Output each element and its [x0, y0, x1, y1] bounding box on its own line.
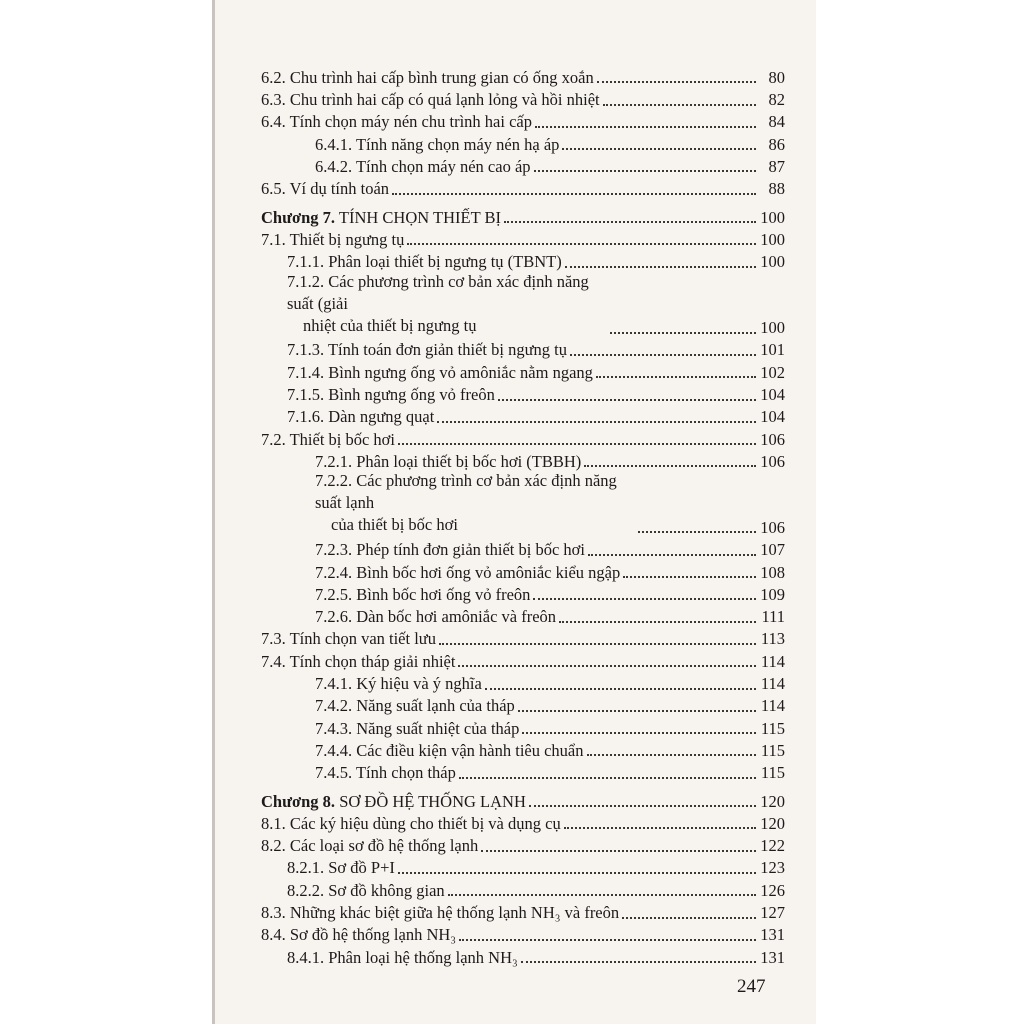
toc-page-number: 120 [760, 791, 785, 811]
toc-entry-row [261, 877, 785, 899]
toc-page-number: 100 [760, 318, 785, 338]
toc-page-number: 80 [768, 67, 785, 87]
dot-leader [518, 710, 756, 712]
toc-page-number: 126 [760, 880, 785, 900]
dot-leader [596, 376, 756, 378]
toc-page-number: 131 [760, 925, 785, 945]
toc-entry-row [261, 670, 785, 692]
toc-page-number: 127 [760, 903, 785, 922]
dot-leader [562, 148, 756, 150]
dot-leader [398, 443, 756, 445]
toc-page-number: 106 [760, 429, 785, 449]
dot-leader [398, 872, 756, 874]
toc-page-number: 123 [760, 858, 785, 878]
toc-page-number: 84 [768, 112, 785, 132]
toc-entry-label: 7.1.5. Bình ngưng ống vỏ freôn [287, 385, 495, 405]
dot-leader [623, 576, 756, 578]
toc-entry-row [261, 448, 785, 470]
toc-entry-label: 7.1.1. Phân loại thiết bị ngưng tụ (TBNT) [287, 252, 562, 272]
toc-entry-row [261, 715, 785, 737]
toc-entry-label: 7.2.5. Bình bốc hơi ống vỏ freôn [315, 584, 531, 604]
toc-entry-row [261, 922, 785, 944]
toc-entry-row [261, 109, 785, 131]
toc-entry-row [261, 153, 785, 175]
toc-page-number: 115 [760, 740, 785, 760]
dot-leader [533, 598, 756, 600]
toc-entry-label: 7.2.4. Bình bốc hơi ống vỏ amôniắc kiểu ngập [315, 562, 621, 582]
toc-page-number: 102 [760, 362, 785, 382]
toc-entry-row [261, 855, 785, 877]
toc-page-number: 100 [760, 229, 785, 249]
dot-leader [498, 399, 756, 401]
toc-page-number: 109 [760, 584, 785, 604]
toc-entry-row [261, 359, 785, 381]
toc-entry-label: 6.4.1. Tính năng chọn máy nén hạ áp [315, 134, 560, 154]
dot-leader [459, 939, 756, 941]
dot-leader [597, 81, 756, 83]
toc-entry-row [261, 832, 785, 854]
dot-leader [407, 243, 756, 245]
toc-entry-row [261, 86, 785, 108]
dot-leader [587, 754, 756, 756]
toc-entry-label [261, 207, 501, 227]
toc-entry-row [261, 426, 785, 448]
dot-leader [437, 421, 756, 423]
toc-page-number: 104 [760, 385, 785, 405]
toc-entry-row [261, 759, 785, 781]
dot-leader [485, 688, 756, 690]
dot-leader [610, 332, 756, 334]
toc-entry-label: 8.2.2. Sơ đồ không gian [287, 880, 445, 900]
toc-entry-row [261, 810, 785, 832]
toc-page-number: 115 [760, 718, 785, 738]
toc-entry-label: 7.4.4. Các điều kiện vận hành tiêu chuẩn [315, 740, 584, 760]
toc-page-number: 107 [760, 540, 785, 560]
toc-entry-label: 6.3. Chu trình hai cấp có quá lạnh lỏng và hồi nhiệt [261, 90, 600, 110]
toc-chapter-row [261, 788, 785, 810]
toc-entry-label: 7.1.6. Dàn ngưng quạt [287, 407, 435, 427]
scan-background [0, 0, 212, 1024]
toc-entry-label: 7.2.6. Dàn bốc hơi amôniắc và freôn [315, 607, 557, 627]
toc-page-number: 106 [760, 517, 785, 537]
toc-page-number: 120 [760, 813, 785, 833]
toc-page-number: 100 [760, 207, 785, 227]
toc-entry-row [261, 337, 785, 359]
page-number: 247 [737, 976, 766, 997]
dot-leader [522, 732, 756, 734]
toc-entry-label: 7.2.1. Phân loại thiết bị bốc hơi (TBBH) [315, 451, 582, 471]
toc-chapter-row [261, 204, 785, 226]
toc-entry-row [261, 899, 785, 921]
toc-entry-label: 8.1. Các ký hiệu dùng cho thiết bị và dụng cụ [261, 813, 561, 833]
toc-page-number: 82 [768, 90, 785, 110]
dot-leader [459, 777, 756, 779]
toc-entry-label: 7.1. Thiết bị ngưng tụ [261, 229, 405, 249]
toc-entry-label: 8.2. Các loại sơ đồ hệ thống lạnh [261, 836, 479, 856]
toc-entry-label: 6.5. Ví dụ tính toán [261, 179, 390, 199]
toc-entry-row [261, 944, 785, 966]
toc-entry-row [261, 271, 785, 337]
toc-entry-label: 7.2. Thiết bị bốc hơi [261, 429, 395, 449]
toc-entry-label: 8.3. Những khác biệt giữa hệ thống lạnh NH₃ và freôn [261, 903, 620, 922]
dot-leader [603, 104, 756, 106]
toc-page-number: 86 [768, 134, 785, 154]
toc-page-number: 111 [761, 607, 785, 627]
toc-entry-label: 6.2. Chu trình hai cấp bình trung gian có ống xoắn [261, 67, 594, 87]
toc-entry-label: 7.4.1. Ký hiệu và ý nghĩa [315, 674, 482, 694]
toc-page-number: 122 [760, 836, 785, 856]
toc-entry-row [261, 248, 785, 270]
chapter-number: Chương 8. [261, 791, 336, 811]
toc-entry-row [261, 648, 785, 670]
chapter-title: SƠ ĐỒ HỆ THỐNG LẠNH [339, 791, 526, 811]
dot-leader [622, 917, 756, 919]
book-page [212, 0, 816, 1024]
toc-entry-row [261, 131, 785, 153]
dot-leader [529, 805, 756, 807]
dot-leader [564, 827, 756, 829]
toc-page-number: 100 [760, 252, 785, 272]
dot-leader [584, 465, 756, 467]
dot-leader [638, 531, 756, 533]
toc-entry-row [261, 404, 785, 426]
toc-page-number: 113 [760, 629, 785, 649]
toc-page-number: 114 [760, 696, 785, 716]
toc-entry-label: 7.4.2. Năng suất lạnh của tháp [315, 696, 515, 716]
toc-entry-row [261, 581, 785, 603]
toc-entry-label [287, 271, 607, 337]
toc-page-number: 114 [760, 651, 785, 671]
toc-entry-row [261, 381, 785, 403]
toc-entry-label-line1: 7.1.2. Các phương trình cơ bản xác định năng suất (giải [287, 271, 589, 313]
dot-leader [504, 221, 756, 223]
toc-entry-label [315, 470, 635, 536]
toc-entry-label: 7.2.3. Phép tính đơn giản thiết bị bốc hơi [315, 540, 585, 560]
toc-entry-row [261, 626, 785, 648]
toc-entry-row [261, 226, 785, 248]
dot-leader [565, 266, 756, 268]
toc-page-number: 104 [760, 407, 785, 427]
toc-entry-label: 7.3. Tính chọn van tiết lưu [261, 629, 436, 649]
toc-entry-label: 6.4. Tính chọn máy nén chu trình hai cấp [261, 112, 532, 132]
toc-page-number: 101 [760, 340, 785, 360]
toc-page-number: 87 [768, 156, 785, 176]
toc-entry-row [261, 175, 785, 197]
dot-leader [458, 665, 756, 667]
chapter-title: TÍNH CHỌN THIẾT BỊ [338, 207, 501, 227]
dot-leader [481, 850, 756, 852]
toc-entry-row [261, 559, 785, 581]
chapter-number: Chương 7. [261, 207, 336, 227]
toc-entry-row [261, 470, 785, 536]
dot-leader [535, 126, 756, 128]
toc-entry-label [261, 791, 526, 811]
toc-entry-label: 7.4.3. Năng suất nhiệt của tháp [315, 718, 520, 738]
toc-entry-label: 8.4. Sơ đồ hệ thống lạnh NH₃ [261, 925, 457, 945]
toc-entry-label-line2: của thiết bị bốc hơi [331, 515, 458, 535]
toc-entry-label-line1: 7.2.2. Các phương trình cơ bản xác định năng suất lạnh [315, 471, 617, 513]
toc-entry-row [261, 693, 785, 715]
dot-leader [439, 643, 756, 645]
toc-entry-label: 7.1.3. Tính toán đơn giản thiết bị ngưng tụ [287, 340, 567, 360]
dot-leader [559, 621, 756, 623]
dot-leader [534, 170, 756, 172]
dot-leader [570, 354, 756, 356]
toc-entry-label-line2: nhiệt của thiết bị ngưng tụ [303, 315, 477, 335]
dot-leader [448, 894, 756, 896]
toc-page-number: 106 [760, 451, 785, 471]
dot-leader [588, 554, 756, 556]
toc-page-number: 88 [768, 179, 785, 199]
toc-entry-row [261, 603, 785, 625]
toc-entry-label: 7.1.4. Bình ngưng ống vỏ amôniắc nằm ngang [287, 362, 593, 382]
toc-page-number: 108 [760, 562, 785, 582]
table-of-contents [261, 64, 785, 966]
toc-page-number: 131 [760, 947, 785, 967]
toc-entry-label: 8.2.1. Sơ đồ P+I [287, 858, 395, 878]
toc-entry-label: 8.4.1. Phân loại hệ thống lạnh NH₃ [287, 947, 518, 967]
toc-entry-label: 6.4.2. Tính chọn máy nén cao áp [315, 156, 531, 176]
toc-entry-label: 7.4. Tính chọn tháp giải nhiệt [261, 651, 456, 671]
toc-entry-label: 7.4.5. Tính chọn tháp [315, 763, 456, 783]
toc-entry-row [261, 737, 785, 759]
toc-page-number: 114 [760, 674, 785, 694]
toc-entry-row [261, 64, 785, 86]
toc-page-number: 115 [760, 763, 785, 783]
dot-leader [521, 961, 756, 963]
toc-entry-row [261, 536, 785, 558]
dot-leader [392, 193, 756, 195]
